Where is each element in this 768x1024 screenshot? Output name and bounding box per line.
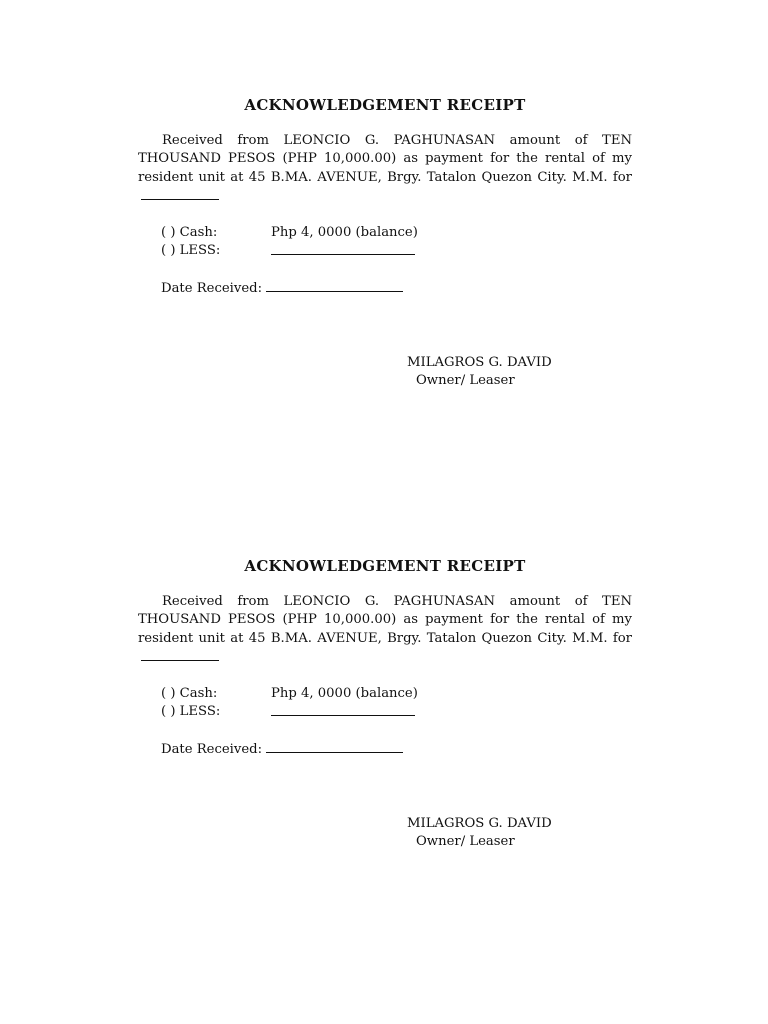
signatory-role: Owner/ Leaser <box>416 373 515 389</box>
receipt-title: ACKNOWLEDGEMENT RECEIPT <box>244 96 526 114</box>
date-received-label: Date Received: <box>161 280 263 296</box>
less-blank-line <box>271 703 415 716</box>
receipt-body-text: Received from LEONCIO G. PAGHUNASAN amount of TEN THOUSAND PESOS (PHP 10,000.00) as payment for the rental of my resident unit at 45 B.MA. AVENUE, Brgy. Tatalon Quezon City. M.M. for <box>138 133 632 185</box>
less-checkbox-label: ( ) LESS: <box>161 704 221 720</box>
date-received-label: Date Received: <box>161 741 263 757</box>
cash-row <box>138 685 632 703</box>
cash-value: Php 4, 0000 (balance) <box>271 225 418 241</box>
date-received-row <box>138 279 632 298</box>
less-checkbox-label: ( ) LESS: <box>161 243 221 259</box>
signature-block <box>407 815 552 852</box>
cash-checkbox-label: ( ) Cash: <box>161 225 218 241</box>
signatory-name: MILAGROS G. DAVID <box>407 355 552 370</box>
less-blank-wrap <box>271 703 415 722</box>
payment-lines <box>138 224 632 261</box>
payment-lines <box>138 685 632 722</box>
date-blank-line <box>266 740 403 753</box>
less-row <box>138 242 632 260</box>
receipt-2 <box>138 555 632 850</box>
receipt-1 <box>138 94 632 389</box>
less-blank-wrap <box>271 242 415 261</box>
signatory-role: Owner/ Leaser <box>416 834 515 850</box>
less-blank-line <box>271 242 415 255</box>
cash-value: Php 4, 0000 (balance) <box>271 686 418 702</box>
cash-checkbox-label: ( ) Cash: <box>161 686 218 702</box>
receipt-body-text: Received from LEONCIO G. PAGHUNASAN amount of TEN THOUSAND PESOS (PHP 10,000.00) as payment for the rental of my resident unit at 45 B.MA. AVENUE, Brgy. Tatalon Quezon City. M.M. for <box>138 594 632 646</box>
signatory-name: MILAGROS G. DAVID <box>407 816 552 831</box>
receipt-body <box>138 132 632 206</box>
signature-block <box>407 354 552 391</box>
cash-row <box>138 224 632 242</box>
receipt-body <box>138 593 632 667</box>
date-received-row <box>138 740 632 759</box>
less-row <box>138 703 632 721</box>
receipt-title: ACKNOWLEDGEMENT RECEIPT <box>244 557 526 575</box>
for-blank-line <box>141 648 219 661</box>
for-blank-line <box>141 187 219 200</box>
date-blank-line <box>266 279 403 292</box>
